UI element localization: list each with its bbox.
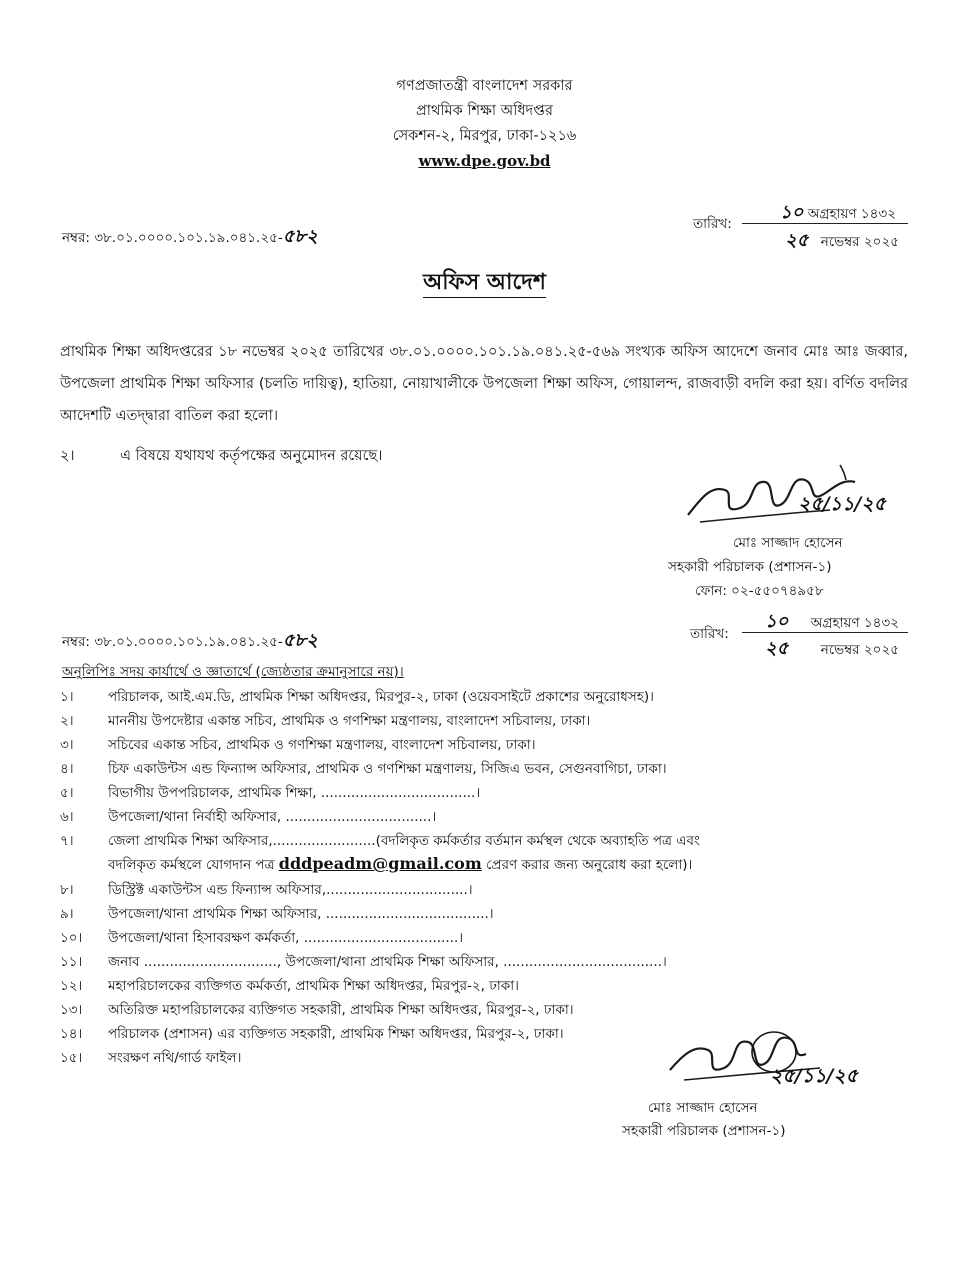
signatory-2-designation: সহকারী পরিচালক (প্রশাসন-১) (622, 1123, 786, 1139)
signature-2-date: ২৫/১১/২৫ (770, 1065, 858, 1087)
letterhead (0, 74, 969, 174)
bangla-date (780, 198, 896, 229)
bangla-date-day: ১০ (780, 202, 804, 223)
signature-1-date: ২৫/১১/২৫ (798, 493, 886, 515)
memo-number (62, 222, 318, 253)
date-divider (742, 223, 908, 224)
memo-number-2-handwritten: ৫৮২ (282, 630, 318, 651)
memo-number-2 (62, 626, 318, 657)
english-date (785, 226, 899, 257)
email-link[interactable]: dddpeadm@gmail.com (278, 854, 482, 873)
signatory-1-designation: সহকারী পরিচালক (প্রশাসন-১) (668, 559, 832, 575)
date-2-divider (742, 632, 908, 633)
english-date-2 (765, 634, 899, 665)
memo-number-2-label: নম্বর: ৩৮.০১.০০০০.১০১.১৯.০৪১.২৫- (62, 634, 283, 650)
memo-number-handwritten: ৫৮২ (282, 226, 318, 247)
signatory-1-phone: ফোন: ০২-৫৫০৭৪৯৫৮ (695, 583, 824, 599)
signatory-1-name: মোঃ সাজ্জাদ হোসেন (733, 535, 843, 551)
date-2-label: তারিখ: (690, 626, 729, 642)
para-2-number: ২। (60, 448, 75, 464)
govt-name: গণপ্রজাতন্ত্রী বাংলাদেশ সরকার (396, 78, 573, 94)
bangla-date-2-month-year: অগ্রহায়ণ ১৪৩২ (810, 615, 899, 631)
page-title: অফিস আদেশ (0, 265, 969, 302)
department-address: সেকশন-২, মিরপুর, ঢাকা-১২১৬ (392, 128, 577, 144)
bangla-date-month-year: অগ্রহায়ণ ১৪৩২ (807, 206, 896, 222)
english-date-month-year: নভেম্বর ২০২৫ (820, 234, 899, 250)
department-name: প্রাথমিক শিক্ষা অধিদপ্তর (415, 103, 553, 119)
english-date-day: ২৫ (785, 230, 809, 251)
english-date-2-month-year: নভেম্বর ২০২৫ (820, 642, 899, 658)
order-paragraph: প্রাথমিক শিক্ষা অধিদপ্তরের ১৮ নভেম্বর ২০২৫ তারিখের ৩৮.০১.০০০০.১০১.১৯.০৪১.২৫-৫৬৯ সংখ্যক অফিস আদেশে জনাব মোঃ আঃ জব্বার, উপজেলা প্রাথমিক শিক্ষা অফিসার (চলতি দায়িত্ব), হাতিয়া, নোয়াখালীকে উপজেলা শিক্ষা অফিস, গোয়ালন্দ, রাজবাড়ী বদলি করা হয়। বর্ণিত বদলির আদেশটি এতদ্দ্বারা বাতিল করা হলো। (60, 344, 908, 424)
memo-number-label: নম্বর: ৩৮.০১.০০০০.১০১.১৯.০৪১.২৫- (62, 230, 283, 246)
date-label: তারিখ: (693, 216, 732, 232)
bangla-date-2-day: ১০ (765, 611, 789, 632)
english-date-2-day: ২৫ (765, 638, 789, 659)
website-link[interactable]: www.dpe.gov.bd (418, 152, 551, 170)
signatory-2-name: মোঃ সাজ্জাদ হোসেন (648, 1100, 758, 1116)
cc-heading: অনুলিপিঃ সদয় কার্যার্থে ও জ্ঞাতার্থে (জ্যেষ্ঠতার ক্রমানুসারে নয়)। (62, 664, 404, 680)
para-2-text: এ বিষয়ে যথাযথ কর্তৃপক্ষের অনুমোদন রয়েছে। (120, 448, 383, 464)
